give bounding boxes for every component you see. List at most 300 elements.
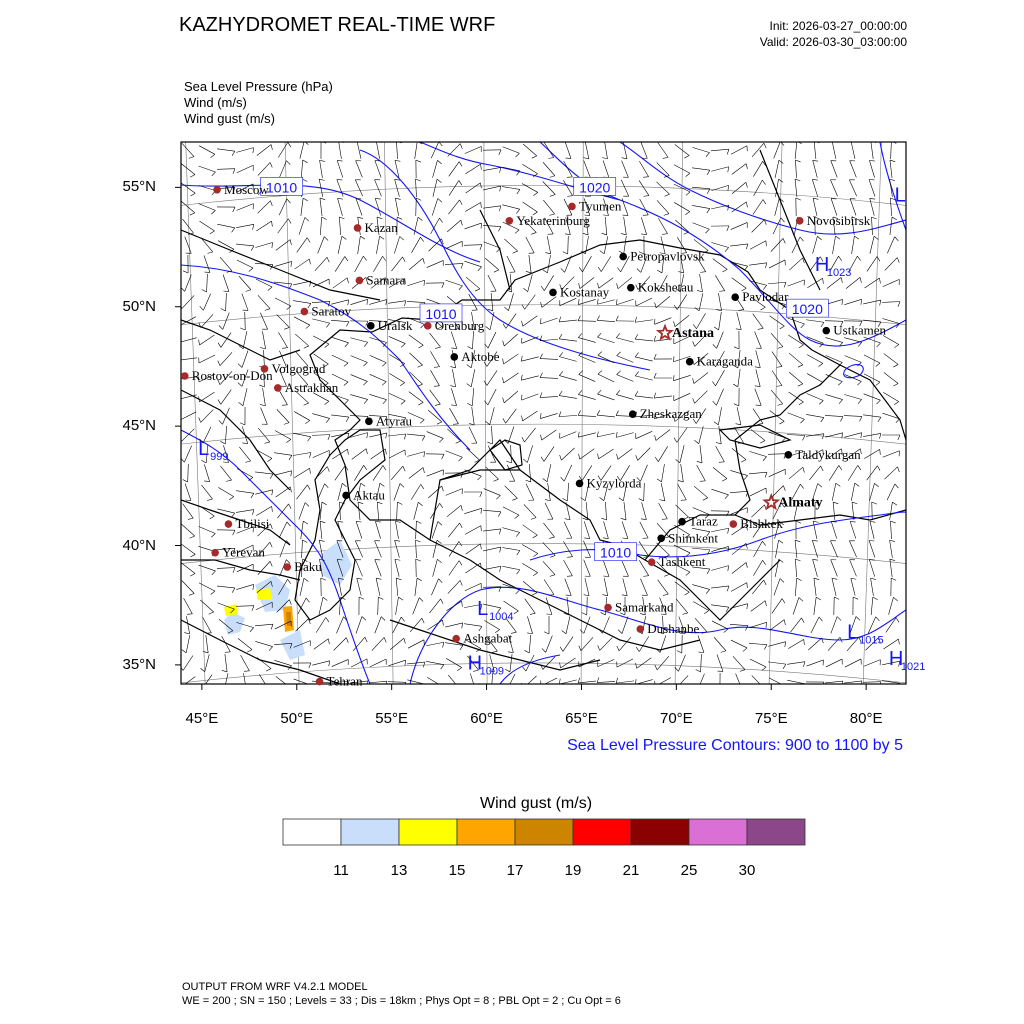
wind-barb [883, 451, 900, 457]
city-dot-icon [657, 535, 665, 543]
wind-barb [790, 618, 804, 632]
wind-barb [217, 568, 235, 573]
wind-barb [867, 257, 880, 272]
legend-label: 21 [622, 862, 640, 879]
wind-barb [432, 521, 442, 538]
wind-barb [395, 198, 400, 216]
wind-barb [255, 624, 273, 629]
wind-barb [654, 354, 672, 359]
wind-barb [375, 180, 382, 197]
city-dot-icon [225, 520, 233, 528]
wind-barb [617, 371, 634, 382]
svg-text:1015: 1015 [859, 634, 884, 647]
wind-barb [467, 388, 473, 406]
wind-barb [433, 179, 441, 197]
wind-barb [887, 484, 898, 500]
svg-text:1020: 1020 [791, 301, 823, 318]
wind-barb [711, 605, 729, 612]
wind-barb [236, 491, 254, 498]
wind-barb [294, 412, 310, 424]
wind-barb [871, 578, 876, 596]
wind-barb [523, 445, 532, 462]
wind-barb [356, 521, 362, 538]
city-dot-icon [731, 293, 739, 301]
lon-label: 45°E [185, 710, 219, 727]
wind-barb [635, 391, 653, 398]
wind-barb [302, 540, 308, 558]
wind-barb [659, 503, 668, 519]
wind-barb [485, 332, 496, 348]
wind-barb [621, 217, 626, 235]
legend-swatch [341, 819, 399, 845]
wind-barb [293, 301, 311, 308]
wind-barb [448, 144, 463, 157]
wind-barb [470, 673, 475, 690]
wind-barb [180, 295, 194, 308]
wind-barb [616, 390, 633, 399]
wind-barb [240, 312, 245, 330]
wind-barb [199, 166, 216, 176]
wind-barb [849, 180, 856, 196]
wind-barb [203, 617, 212, 633]
wind-barb [559, 334, 577, 341]
wind-barb [332, 394, 349, 404]
wind-barb [715, 673, 720, 691]
wind-barb [692, 585, 709, 594]
city-dot-icon [576, 480, 584, 488]
wind-barb [502, 528, 519, 537]
wind-barb [220, 466, 231, 481]
wind-barb [276, 240, 292, 251]
wind-barb [465, 563, 481, 573]
wind-barb [545, 236, 550, 254]
wind-barb [427, 260, 444, 267]
wind-barb [711, 226, 729, 231]
wind-barb [293, 663, 311, 668]
city-marker [627, 280, 694, 295]
wind-barb [655, 318, 672, 325]
wind-barb [447, 220, 462, 232]
wind-barb [416, 521, 422, 539]
wind-barb [395, 179, 400, 196]
wind-barb [397, 502, 403, 520]
wind-barb [483, 167, 501, 172]
wind-barb [543, 523, 554, 538]
wind-barb [409, 392, 423, 405]
high-pressure-center [889, 648, 925, 673]
wind-barb [789, 258, 804, 270]
legend-swatch [747, 819, 805, 845]
wind-barb [258, 201, 273, 214]
wind-barb [844, 416, 862, 422]
wind-barb [236, 606, 254, 611]
wind-barb [543, 255, 551, 273]
wind-barb [655, 296, 670, 308]
wind-barb [258, 162, 272, 175]
wind-barb [774, 579, 784, 596]
wind-barb [864, 337, 881, 347]
wind-barb [278, 142, 291, 157]
wind-barb [526, 484, 534, 500]
capital-star-icon [765, 496, 778, 509]
wind-barb [297, 485, 311, 499]
wind-barb [277, 409, 289, 424]
wind-barb [378, 597, 384, 615]
wind-barb [430, 503, 442, 518]
wind-barb [733, 369, 740, 387]
wind-barb [883, 392, 898, 404]
wind-barb [355, 180, 362, 196]
wind-barb [864, 394, 881, 404]
wind-barb [503, 373, 519, 383]
wind-barb [469, 427, 477, 443]
svg-text:1010: 1010 [425, 305, 457, 322]
wind-barb [636, 658, 652, 669]
svg-text:H: H [467, 652, 483, 675]
wind-barb [871, 597, 877, 615]
wind-barb [274, 282, 292, 289]
city-dot-icon [342, 492, 350, 500]
wind-barb [451, 331, 457, 348]
wind-barb [773, 218, 784, 234]
wind-barb [217, 224, 235, 232]
wind-barb [297, 238, 310, 253]
wind-barb [502, 547, 520, 555]
wind-barb [332, 659, 349, 666]
wind-barb [540, 354, 558, 360]
wind-barb [622, 199, 628, 216]
legend-swatch [573, 819, 631, 845]
wind-barb [673, 375, 690, 380]
wind-barb [217, 207, 235, 212]
wind-barb [199, 146, 215, 158]
wind-barb [584, 161, 590, 178]
wind-barb [597, 432, 615, 437]
wind-barb [678, 484, 687, 500]
wind-barb [522, 676, 537, 688]
wind-barb [293, 433, 311, 441]
wind-barb [503, 391, 518, 403]
wind-barb [199, 221, 214, 234]
wind-barb [655, 678, 671, 687]
city-marker [576, 475, 642, 490]
wind-barb [813, 236, 822, 253]
wind-barb [242, 426, 247, 443]
wind-barb [483, 150, 501, 155]
wind-barb [831, 161, 837, 178]
wind-barb [813, 559, 818, 576]
wind-barb [331, 320, 349, 326]
wind-barb [753, 200, 766, 215]
wind-barb [394, 484, 404, 501]
city-marker [678, 514, 718, 529]
wind-barb [544, 579, 554, 595]
wind-barb [865, 278, 881, 288]
high-pressure-center [815, 254, 851, 279]
wind-barb [772, 599, 785, 614]
wind-barb [827, 277, 842, 288]
wind-barb [334, 638, 349, 651]
wind-barb [602, 141, 607, 159]
wind-barb [198, 185, 215, 194]
wind-barb [372, 637, 386, 650]
wind-barb [428, 410, 442, 424]
wind-barb [771, 238, 785, 251]
wind-barb [448, 580, 462, 593]
wind-barb [376, 236, 384, 254]
wind-barb [396, 141, 401, 159]
wind-barb [641, 502, 646, 519]
wind-barb [312, 414, 329, 423]
wind-barb [433, 160, 442, 177]
city-marker [785, 447, 862, 462]
wind-barb [732, 448, 746, 462]
wind-barb [413, 598, 423, 615]
wind-barb [447, 505, 462, 516]
field-label-slp: Sea Level Pressure (hPa) [184, 79, 333, 94]
wind-barb [795, 540, 800, 558]
wind-barb [884, 373, 898, 387]
wind-barb [503, 507, 519, 519]
wind-barb [752, 143, 766, 157]
wind-barb [657, 464, 664, 482]
wind-barb [237, 204, 254, 211]
wind-barb [522, 563, 537, 575]
wind-barb [754, 541, 766, 557]
wind-barb [356, 161, 363, 178]
wind-barb [869, 180, 875, 197]
wind-barb [884, 354, 898, 368]
wind-barb [488, 275, 496, 291]
wind-barb [864, 374, 880, 386]
svg-text:1009: 1009 [479, 665, 505, 678]
wind-barb [181, 544, 196, 557]
wind-barb [617, 659, 633, 667]
wind-barb [331, 433, 349, 438]
legend-label: 25 [680, 862, 698, 879]
wind-barb [635, 317, 653, 322]
wind-barb [711, 167, 728, 172]
wind-barb [825, 415, 843, 421]
wind-barb [887, 237, 898, 253]
wind-barb [429, 599, 443, 613]
wind-barb [655, 430, 671, 441]
wind-barb [431, 579, 442, 596]
wind-barb [713, 467, 727, 481]
wind-barb [199, 314, 213, 327]
wind-barb [181, 163, 195, 177]
city-label: Saratov [311, 303, 352, 319]
wind-barb [714, 312, 721, 330]
wind-barb [788, 413, 805, 423]
wind-barb [795, 160, 800, 178]
wind-barb [333, 278, 349, 288]
wind-barb [236, 224, 254, 229]
city-marker [619, 249, 705, 264]
city-dot-icon [301, 308, 309, 316]
wind-barb [693, 223, 710, 233]
city-label: Ustkamen [833, 322, 887, 338]
wind-barb [870, 236, 879, 253]
wind-barb [395, 540, 400, 557]
wind-barb [825, 394, 842, 403]
wind-barb [541, 275, 554, 290]
wind-barb [185, 483, 191, 500]
wind-barb [578, 411, 596, 417]
legend-swatch [457, 819, 515, 845]
wind-barb [883, 279, 899, 286]
wind-barb [807, 374, 823, 386]
wind-barb [320, 502, 327, 520]
city-label: Almaty [778, 495, 823, 511]
wind-barb [768, 282, 786, 287]
wind-barb [469, 407, 474, 425]
city-dot-icon [506, 217, 514, 225]
wind-barb [848, 465, 861, 480]
wind-barb [446, 241, 462, 248]
wind-barb [199, 204, 216, 215]
city-label: Tehran [326, 673, 363, 689]
wind-barb [540, 413, 557, 418]
wind-barb [850, 521, 856, 538]
city-dot-icon [211, 549, 219, 557]
wind-barb [431, 370, 440, 386]
wind-barb [676, 599, 687, 614]
wind-barb [523, 525, 538, 538]
city-marker [568, 198, 622, 213]
wind-barb [870, 521, 875, 539]
wind-barb [749, 643, 767, 649]
wind-barb [578, 299, 595, 304]
wind-barb [414, 217, 422, 235]
wind-barb [711, 205, 729, 210]
city-dot-icon [785, 451, 793, 459]
wind-barb [853, 597, 858, 615]
wind-barb [337, 160, 343, 177]
wind-barb [240, 407, 245, 425]
wind-barb [752, 220, 767, 233]
wind-barb [350, 395, 367, 404]
wind-barb [540, 318, 557, 324]
wind-barb [656, 635, 666, 652]
wind-barb [692, 147, 709, 156]
city-label: Bishkek [740, 516, 783, 532]
wind-barb [239, 447, 250, 462]
wind-barb [503, 354, 519, 364]
wind-barb [369, 433, 387, 438]
wind-barb [814, 578, 819, 596]
wind-barb [222, 654, 227, 672]
wind-barb [584, 560, 591, 577]
wind-barb [336, 617, 347, 634]
wind-barb [578, 316, 596, 322]
wind-barb [830, 180, 837, 197]
wind-barb [199, 675, 212, 690]
wind-barb [578, 678, 596, 683]
wind-barb [525, 599, 536, 615]
wind-barb [185, 237, 191, 254]
wind-barb [731, 222, 748, 229]
wind-barb [559, 391, 577, 398]
lat-label: 50°N [122, 297, 156, 315]
wind-barb [220, 426, 226, 444]
wind-barb [335, 256, 348, 271]
wind-barb [523, 144, 537, 158]
wind-barb [749, 263, 767, 268]
wind-barb [749, 622, 766, 627]
wind-barb [578, 432, 595, 437]
city-label: Tyumen [578, 198, 622, 214]
wind-barb [465, 202, 481, 211]
wind-barb [466, 183, 482, 193]
wind-barb [640, 522, 648, 538]
city-marker [450, 349, 499, 364]
city-label: Moscow [224, 181, 269, 197]
wind-barb [872, 217, 877, 235]
wind-barb [711, 149, 729, 154]
wind-barb [598, 659, 614, 666]
city-dot-icon [356, 277, 364, 285]
wind-barb [712, 370, 724, 386]
wind-barb [255, 641, 272, 650]
wind-barb [522, 428, 536, 442]
city-dot-icon [424, 322, 432, 330]
wind-barb [618, 617, 628, 634]
wind-barb [597, 677, 615, 682]
wind-barb [183, 255, 188, 273]
wind-barb [543, 464, 551, 482]
wind-barb [789, 353, 803, 367]
wind-barb [578, 390, 595, 399]
wind-barb [357, 578, 362, 595]
lat-label: 55°N [122, 178, 156, 196]
legend-label: 19 [564, 862, 582, 879]
lon-label: 55°E [375, 710, 409, 727]
wind-barb [755, 369, 760, 386]
wind-barb [483, 225, 501, 231]
wind-barb [834, 597, 839, 615]
wind-barb [617, 352, 634, 362]
wind-barb [890, 521, 895, 539]
wind-barb [755, 332, 762, 349]
wind-barb [598, 256, 611, 271]
wind-barb [635, 372, 652, 381]
city-marker [731, 289, 789, 304]
wind-barb [598, 638, 613, 651]
wind-barb [891, 141, 897, 159]
wind-barb [543, 561, 555, 576]
city-marker [549, 284, 609, 299]
wind-barb [563, 236, 568, 254]
parallel-line [181, 544, 906, 564]
wind-barb [204, 256, 210, 273]
wind-barb [464, 492, 482, 497]
wind-barb [301, 198, 308, 216]
wind-barb [730, 491, 748, 496]
wind-barb [236, 148, 253, 153]
wind-barb [749, 451, 766, 460]
wind-barb [598, 449, 614, 459]
wind-barb [256, 506, 272, 515]
wind-barb [753, 560, 765, 575]
wind-barb [560, 432, 577, 439]
city-label: Zheskazgan [639, 406, 702, 422]
wind-barb [526, 464, 531, 482]
wind-barb [427, 620, 443, 630]
wind-barb [376, 141, 381, 159]
wind-barb [301, 521, 308, 539]
wind-barb [416, 559, 421, 577]
